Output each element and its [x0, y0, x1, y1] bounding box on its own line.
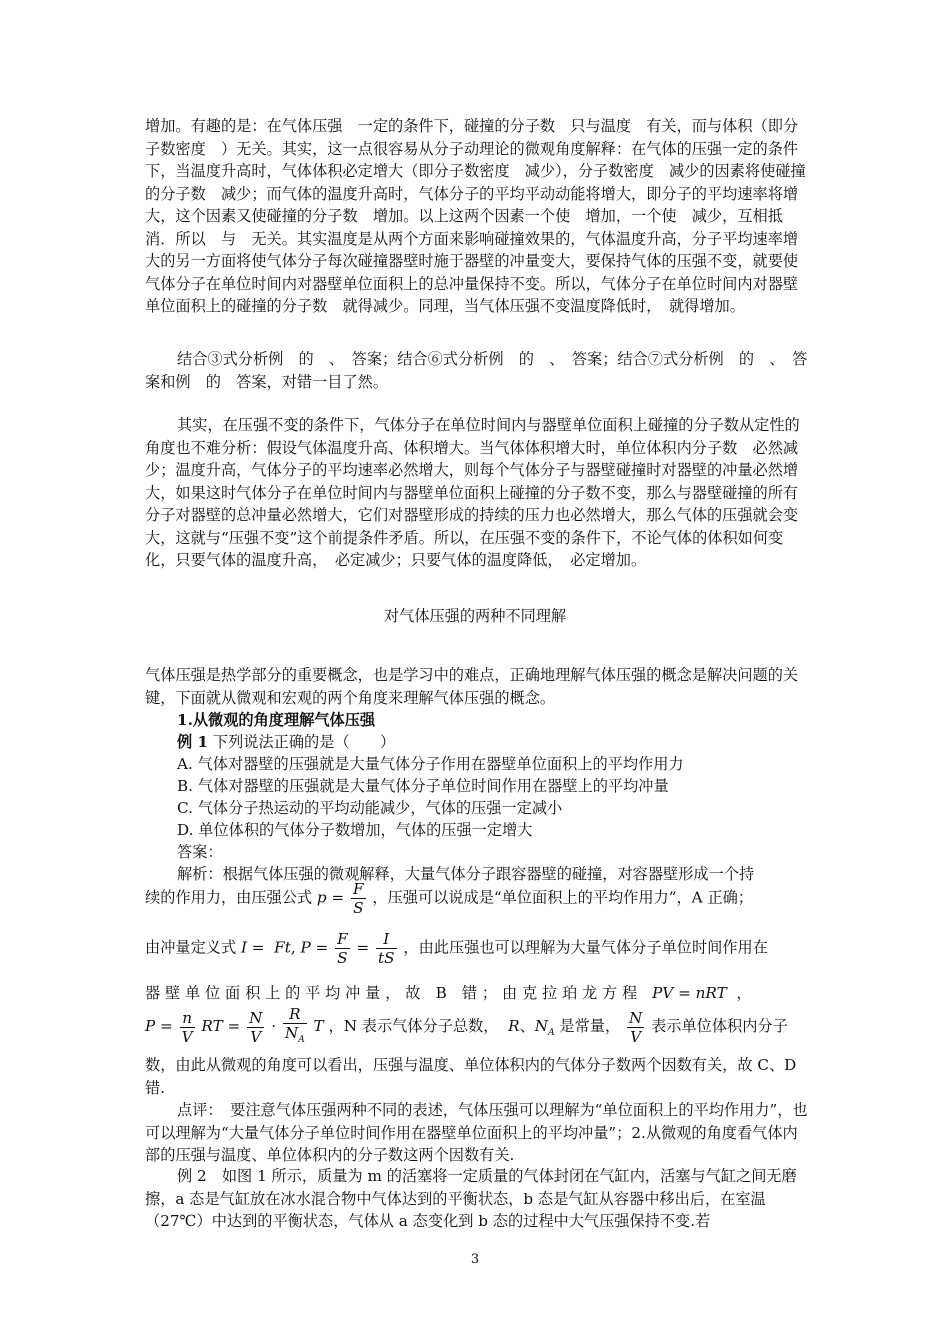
section-heading: 对气体压强的两种不同理解: [383, 607, 567, 625]
paragraph-2: 结合③式分析例 的 、 答案；结合⑥式分析例 的 、 答案；结合⑦式分析例 的 、 答案和例 的 答案，对错一目了然。: [145, 350, 808, 391]
analysis-line-2: 续的作用力，由压强公式 p = $\frac{F}{S}$ ，压强可以说成是“单位面积上的平均作用力”，A 正确；: [145, 880, 754, 917]
fraction-n-over-v: $\frac{n}{V}$: [181, 1008, 193, 1046]
fraction-r-over-na: $\frac{R}{N_A}$: [284, 1005, 305, 1046]
analysis-text-5c: 表示单位体积内分子: [651, 1017, 788, 1036]
option-a: A. 气体对器壁的压强就是大量气体分子作用在器壁单位面积上的平均作用力: [177, 755, 684, 773]
analysis-line-6: 数，由此从微观的角度可以看出，压强与温度、单位体积内的气体分子数两个因数有关，故 C、D 错.: [145, 1056, 797, 1097]
fraction-f-over-s: $\frac{F}{S}$: [353, 880, 364, 917]
section-1-title: [177, 709, 810, 732]
analysis-text-2a: 续的作用力，由压强公式: [145, 888, 313, 907]
paragraph-1: 增加。有趣的是：在气体压强 一定的条件下，碰撞的分子数 只与温度 有关，而与体积（即分子数密度 ）无关。其实，这一点很容易从分子动理论的微观角度解释：在气体的压强一定的条件下，当温度升高时，气体体积必定增大（即分子数密度 减少），分子数密度 减少的因素将使碰撞的分子数 减少；而气体的温度升高时，气体分子的平均平动动能将增大，即分子的平均速率将增大，这个因素又使碰撞的分子数 增加。以上这两个因素一个使 增加，一个使 减少，互相抵消．所以 与 无关。其实温度是从两个方面来影响碰撞效果的，气体温度升高，分子平均速率增大的另一方面将使气体分子每次碰撞器壁时施于器壁的冲量变大，要保持气体的压强不变，就要使气体分子在单位时间内对器壁单位面积上的总冲量保持不变。所以，气体分子在单位时间内对器壁单位面积上的碰撞的分子数 就得减少。同理，当气体压强不变温度降低时， 就得增加。: [145, 117, 806, 315]
fraction-n-over-v-2: $\frac{N}{V}$: [628, 1008, 643, 1046]
analysis-text-3a: 由冲量定义式: [145, 938, 237, 957]
formula-p: p: [316, 888, 327, 907]
fraction-f-over-s-2: $\frac{F}{S}$: [337, 930, 348, 967]
example-1-label: 例 1: [177, 733, 209, 751]
fraction-cap-n-over-v: $\frac{N}{V}$: [249, 1008, 263, 1046]
answer-label: 答案：: [177, 843, 223, 861]
fraction-i-over-ts: $\frac{I}{tS}$: [378, 930, 395, 967]
option-d: D. 单位体积的气体分子数增加，气体的压强一定增大: [177, 821, 533, 839]
option-b: B. 气体对器壁的压强就是大量气体分子单位时间作用在器壁上的平均冲量: [177, 777, 669, 795]
example-2-paragraph: 例 2 如图 1 所示，质量为 m 的活塞将一定质量的气体封闭在气缸内，活塞与气缸之间无磨擦，a 态是气缸放在冰水混合物中气体达到的平衡状态，b 态是气缸从容器中移出后，在室温（27℃）中达到的平衡状态，气体从 a 态变化到 b 态的过程中大气压强保持不变.若: [145, 1167, 797, 1230]
analysis-text-5b: 是常量，: [559, 1017, 621, 1036]
option-c: C. 气体分子热运动的平均动能减少，气体的压强一定减小: [177, 799, 563, 817]
analysis-line-1: 解析：根据气体压强的微观解释，大量气体分子跟容器壁的碰撞，对容器壁形成一个持: [177, 865, 755, 883]
analysis-line-3: 由冲量定义式 I = Ft, P = $\frac{F}{S}$ = $\frac{I}{tS}$ ，由此压强也可以理解为大量气体分子单位时间作用在: [145, 930, 768, 967]
paragraph-3: 其实，在压强不变的条件下，气体分子在单位时间内与器壁单位面积上碰撞的分子数从定性的角度也不难分析：假设气体温度升高、体积增大。当气体体积增大时，单位体积内分子数 必然减少；温度升高，气体分子的平均速率必然增大，则每个气体分子与器壁碰撞时对器壁的冲量必然增大，如果这时气体分子在单位时间内与器壁单位面积上碰撞的分子数不变，那么与器壁碰撞的所有分子对器壁的总冲量必然增大，它们对器壁形成的持续的压力也必然增大，那么气体的压强就会变大，这就与“压强不变”这个前提条件矛盾。所以，在压强不变的条件下，不论气体的体积如何变化，只要气体的温度升高， 必定减少；只要气体的温度降低， 必定增加。: [145, 416, 800, 569]
analysis-text-4: 器 壁 单 位 面 积 上 的 平 均 冲 量 ， 故 B 错 ； 由 克 拉 珀 龙 方 程: [145, 984, 638, 1002]
intro-paragraph: 气体压强是热学部分的重要概念，也是学习中的难点，正确地理解气体压强的概念是解决问题的关键，下面就从微观和宏观的两个角度来理解气体压强的概念。: [145, 666, 799, 707]
example-1-question: [177, 731, 810, 754]
comment-paragraph: 点评： 要注意气体压强两种不同的表述，气体压强可以理解为“单位面积上的平均作用力”，也可以理解为“大量气体分子单位时间作用在器壁单位面积上的平均冲量”；2.从微观的角度看气体内部的压强与温度、单位体积内的分子数这两个因数有关.: [145, 1101, 808, 1164]
analysis-text-3b: ，由此压强也可以理解为大量气体分子单位时间作用在: [403, 938, 768, 957]
analysis-line-5: P = $\frac{n}{V}$ RT = $\frac{N}{V}$ · $\frac{R}{N_A}$ T ，N 表示气体分子总数， R、$N_A$ 是常量， $\frac{N}{V}$ 表示单位体积内分子: [145, 1005, 810, 1055]
section-1-title-text: 1.从微观的角度理解气体压强: [177, 711, 376, 729]
analysis-line-4: 器 壁 单 位 面 积 上 的 平 均 冲 量 ， 故 B 错 ； 由 克 拉 珀 龙 方 程 PV = nRT ，: [145, 984, 752, 1002]
analysis-text-2b: ，压强可以说成是“单位面积上的平均作用力”，A 正确；: [372, 888, 754, 907]
page-number: 3: [470, 1252, 480, 1267]
analysis-text-5a: ，N 表示气体分子总数，: [328, 1017, 499, 1036]
example-1-text: 下列说法正确的是（ ）: [212, 733, 396, 751]
